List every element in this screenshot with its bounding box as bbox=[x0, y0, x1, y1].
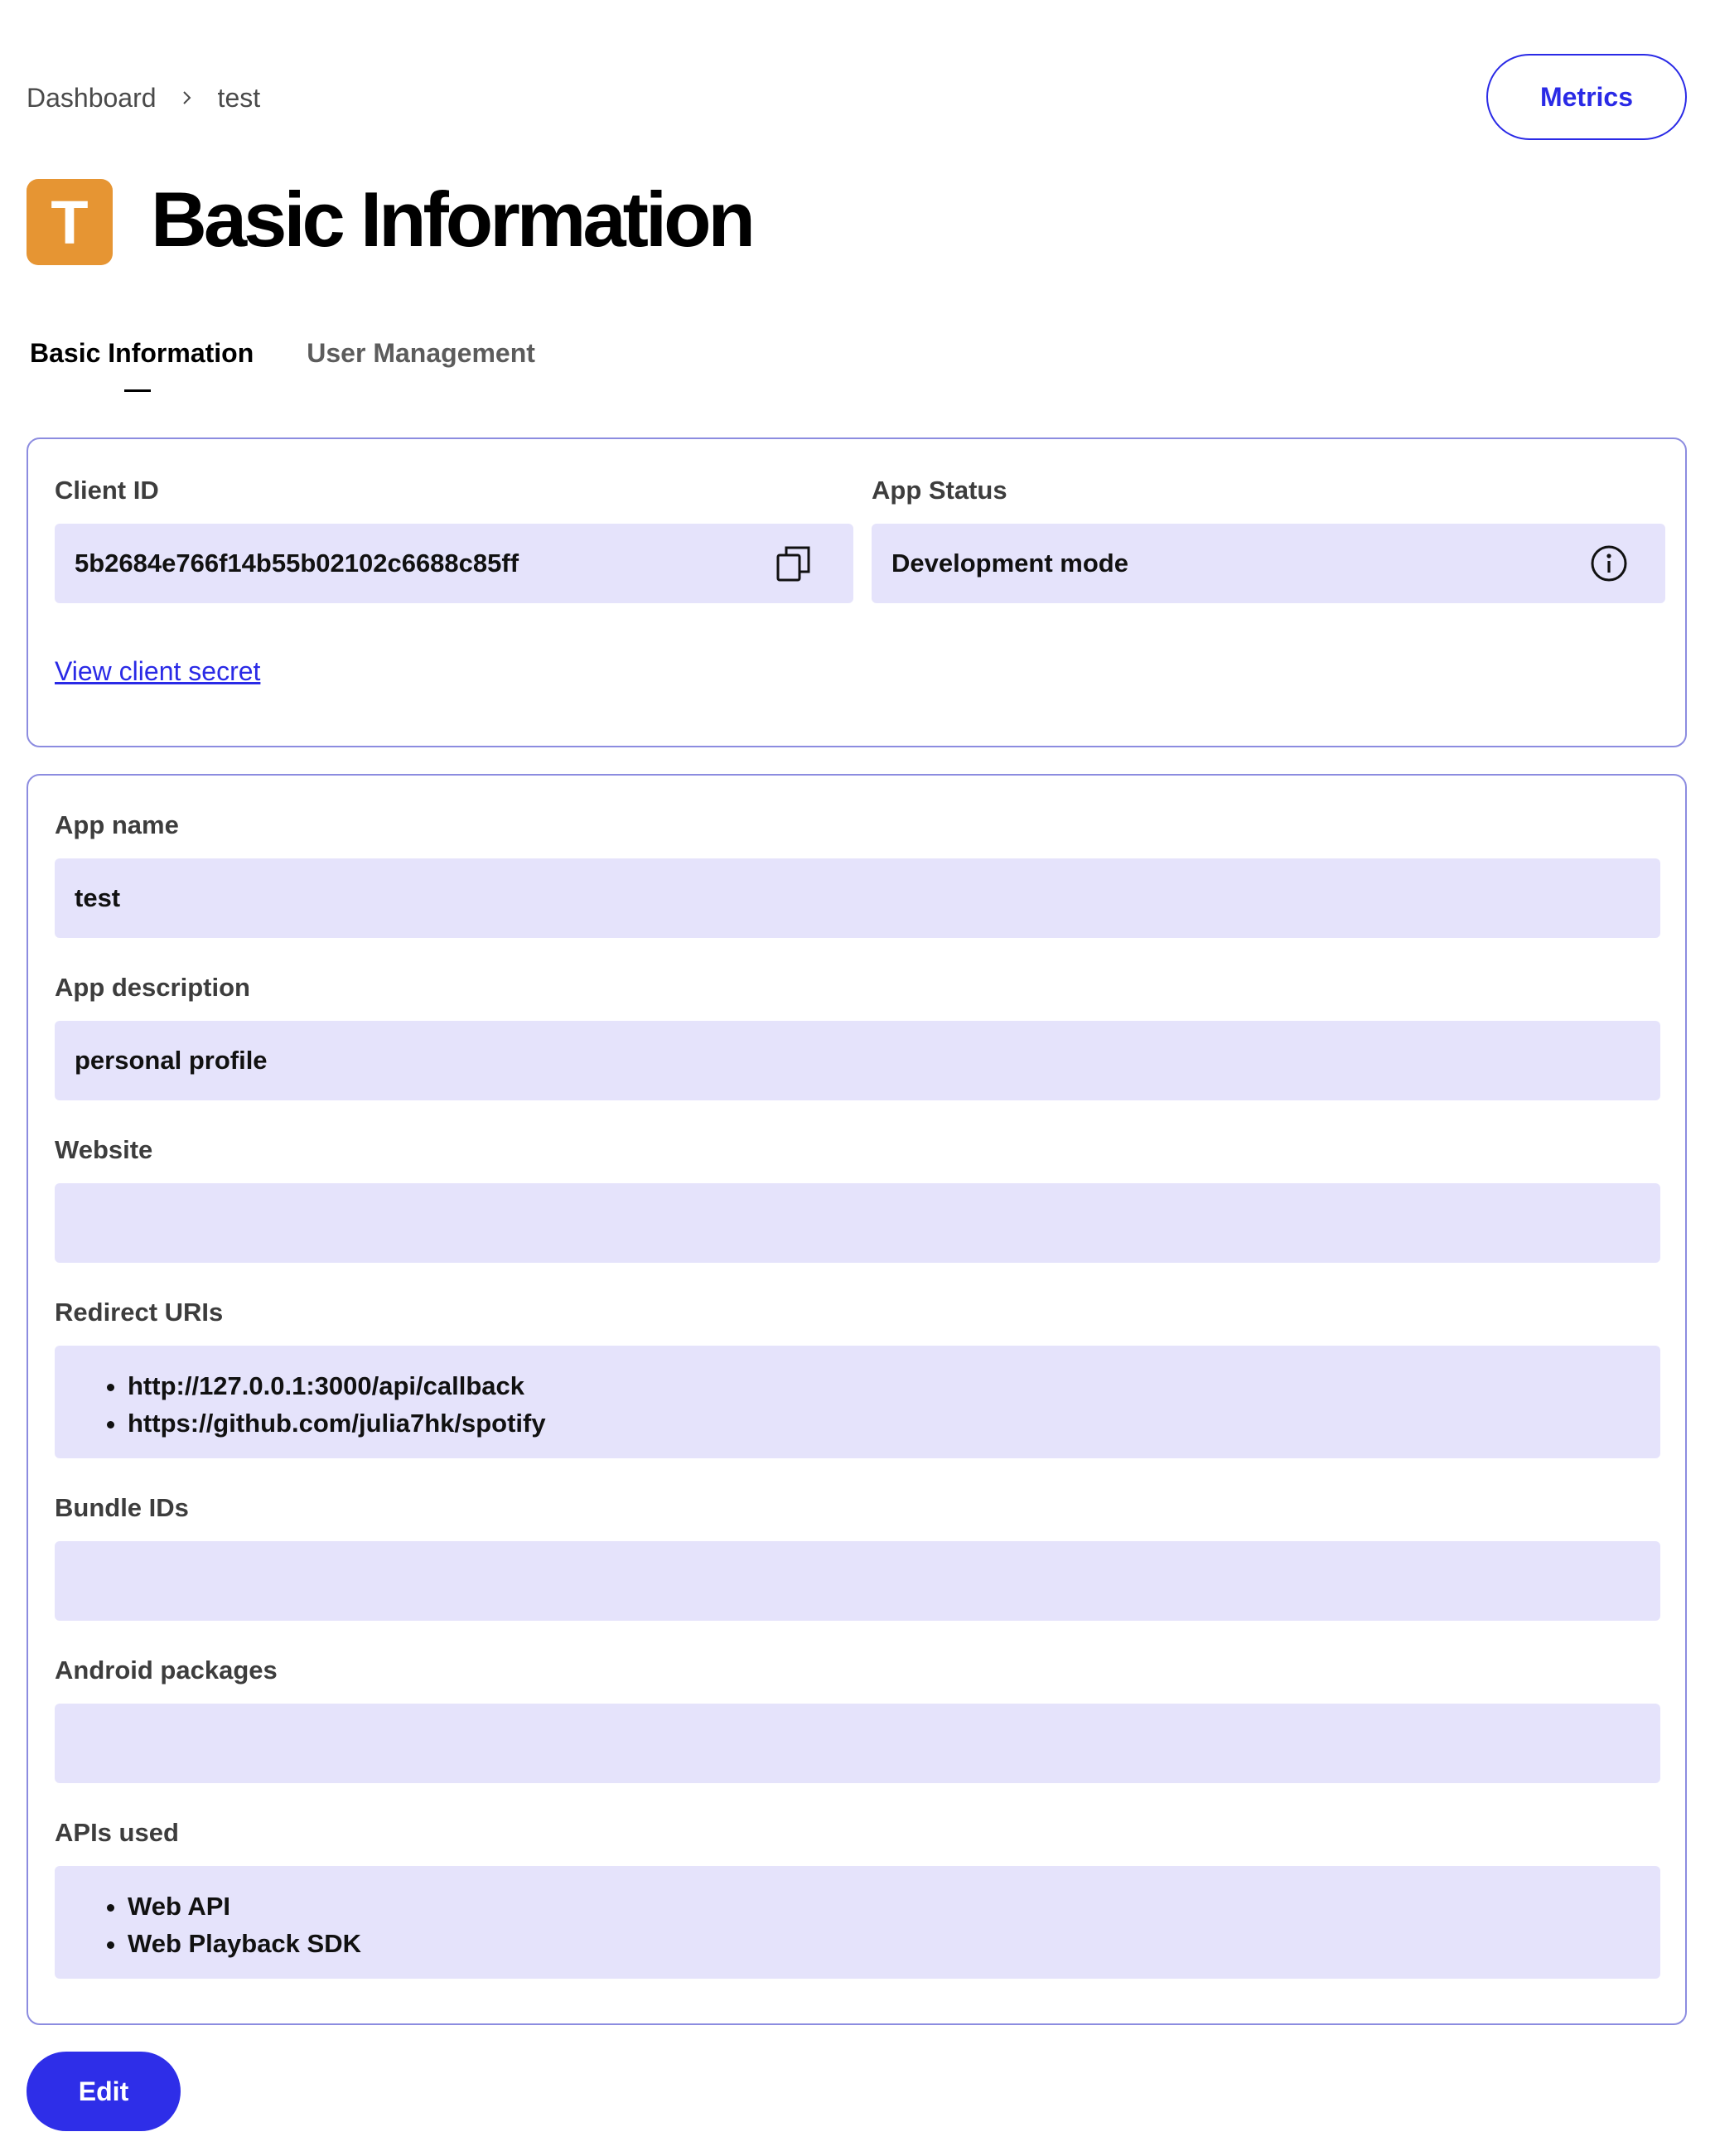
tab-bar bbox=[30, 338, 535, 379]
android-packages-field bbox=[55, 1704, 1660, 1783]
apis-used-field bbox=[55, 1866, 1660, 1979]
website-label: Website bbox=[55, 1135, 153, 1164]
metrics-button[interactable]: Metrics bbox=[1486, 54, 1687, 140]
apis-used-label: APIs used bbox=[55, 1818, 179, 1847]
app-name-value: test bbox=[75, 883, 121, 912]
list-item: • Web API bbox=[128, 1888, 361, 1925]
client-id-field bbox=[55, 524, 853, 603]
app-status-label: App Status bbox=[872, 476, 1007, 505]
app-avatar: T bbox=[27, 179, 113, 265]
credentials-card bbox=[27, 437, 1687, 747]
tab-basic-information[interactable]: Basic Information bbox=[30, 338, 254, 379]
breadcrumb-dashboard-link[interactable]: Dashboard bbox=[27, 82, 157, 113]
bundle-ids-label: Bundle IDs bbox=[55, 1493, 189, 1522]
info-icon[interactable] bbox=[1586, 540, 1632, 587]
website-field bbox=[55, 1183, 1660, 1263]
list-item: • https://github.com/julia7hk/spotify bbox=[128, 1404, 546, 1442]
app-details-card bbox=[27, 774, 1687, 2025]
redirect-uris-label: Redirect URIs bbox=[55, 1298, 224, 1327]
app-name-label: App name bbox=[55, 810, 179, 839]
app-status-field bbox=[872, 524, 1665, 603]
redirect-uris-list bbox=[75, 1367, 546, 1442]
bundle-ids-field bbox=[55, 1541, 1660, 1621]
breadcrumb-current: test bbox=[217, 82, 261, 113]
app-status-value: Development mode bbox=[891, 549, 1128, 578]
android-packages-label: Android packages bbox=[55, 1656, 278, 1685]
view-client-secret-link[interactable]: View client secret bbox=[55, 656, 261, 686]
copy-icon[interactable] bbox=[771, 540, 817, 587]
client-id-value: 5b2684e766f14b55b02102c6688c85ff bbox=[75, 549, 519, 578]
app-description-field bbox=[55, 1021, 1660, 1100]
page-title: Basic Information bbox=[151, 176, 752, 263]
redirect-uris-field bbox=[55, 1346, 1660, 1458]
app-description-label: App description bbox=[55, 973, 250, 1002]
app-description-value: personal profile bbox=[75, 1046, 268, 1075]
apis-used-list bbox=[75, 1888, 361, 1962]
list-item: • http://127.0.0.1:3000/api/callback bbox=[128, 1367, 546, 1404]
app-name-field bbox=[55, 858, 1660, 938]
edit-button[interactable]: Edit bbox=[27, 2052, 181, 2131]
chevron-right-icon bbox=[181, 89, 193, 106]
list-item: • Web Playback SDK bbox=[128, 1925, 361, 1962]
breadcrumb bbox=[27, 80, 260, 116]
tab-user-management[interactable]: User Management bbox=[307, 338, 535, 368]
client-id-label: Client ID bbox=[55, 476, 159, 505]
